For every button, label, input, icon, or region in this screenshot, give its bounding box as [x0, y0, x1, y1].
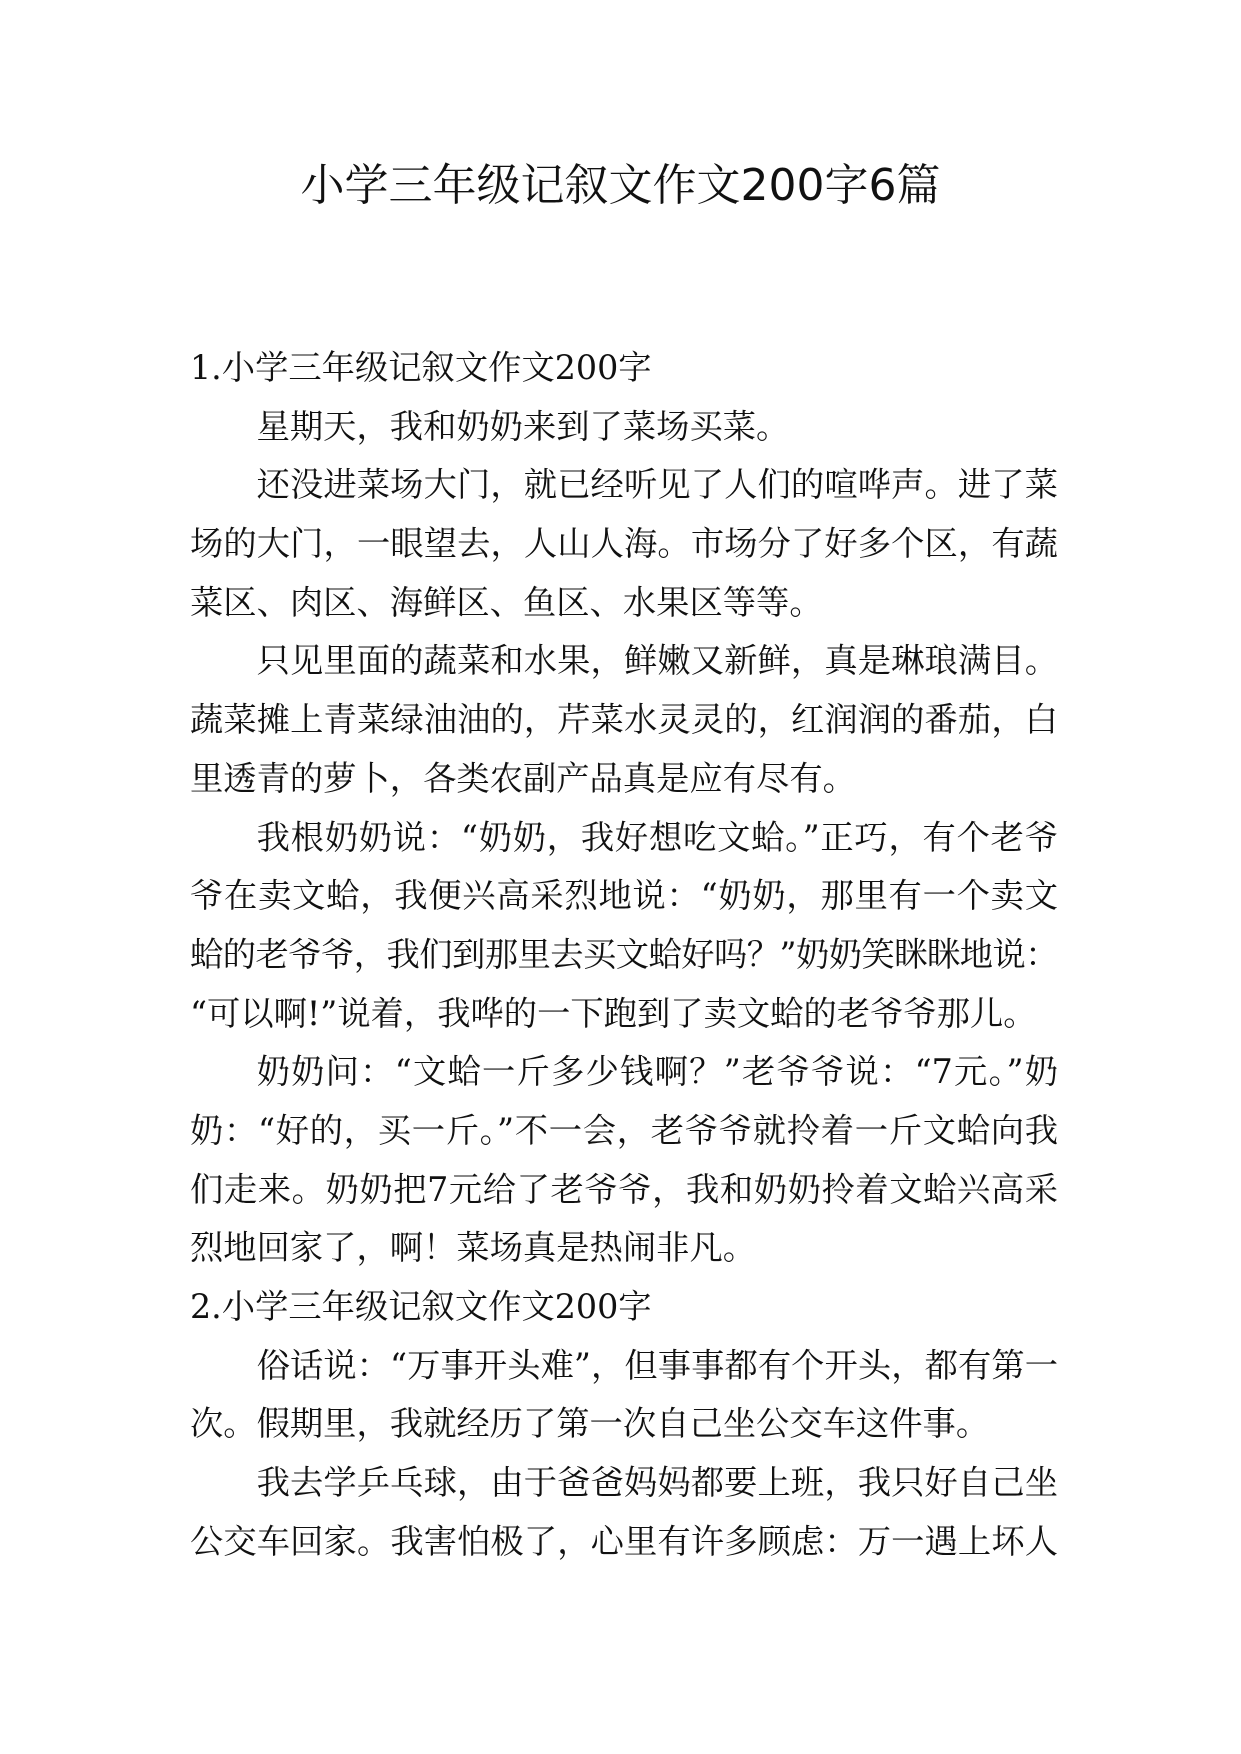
paragraph-line: 俗话说：“万事开头难”，但事事都有个开头，都有第一: [256, 1345, 1058, 1385]
paragraph: [190, 1337, 1058, 1454]
document-title: 小学三年级记叙文作文200字6篇: [300, 160, 941, 211]
paragraph-line: 星期天，我和奶奶来到了菜场买菜。: [256, 406, 790, 446]
paragraph-line: 们走来。奶奶把7元给了老爷爷，我和奶奶拎着文蛤兴高采: [190, 1169, 1058, 1209]
section-heading: 2.小学三年级记叙文作文200字: [190, 1287, 652, 1326]
paragraph-line: 还没进菜场大门，就已经听见了人们的喧哗声。进了菜: [256, 465, 1058, 505]
paragraph: [190, 1043, 1058, 1278]
paragraph: [190, 456, 1058, 632]
paragraph-line: 蔬菜摊上青菜绿油油的，芹菜水灵灵的，红润润的番茄，白: [190, 700, 1058, 740]
paragraph: [190, 809, 1058, 1044]
paragraph: [190, 1454, 1058, 1571]
paragraph-line: “可以啊!”说着，我哗的一下跑到了卖文蛤的老爷爷那儿。: [190, 993, 1037, 1033]
paragraph-line: 我去学乒乓球，由于爸爸妈妈都要上班，我只好自己坐: [256, 1463, 1058, 1503]
paragraph-line: 奶：“好的，买一斤。”不一会，老爷爷就拎着一斤文蛤向我: [190, 1110, 1058, 1150]
paragraph-line: 只见里面的蔬菜和水果，鲜嫩又新鲜，真是琳琅满目。: [256, 641, 1058, 681]
paragraph-line: 菜区、肉区、海鲜区、鱼区、水果区等等。: [190, 582, 823, 622]
paragraph-line: 次。假期里，我就经历了第一次自己坐公交车这件事。: [190, 1404, 990, 1444]
paragraph-line: 我根奶奶说：“奶奶，我好想吃文蛤。”正巧，有个老爷: [256, 817, 1058, 857]
paragraph-line: 爷在卖文蛤，我便兴高采烈地说：“奶奶，那里有一个卖文: [190, 876, 1058, 916]
paragraph-line: 奶奶问：“文蛤一斤多少钱啊？”老爷爷说：“7元。”奶: [256, 1052, 1058, 1092]
paragraph: [190, 632, 1058, 808]
paragraph-line: 公交车回家。我害怕极了，心里有许多顾虑：万一遇上坏人: [190, 1521, 1058, 1561]
essay-section: [190, 339, 1058, 1278]
essay-section: [190, 1278, 1058, 1571]
paragraph-line: 里透青的萝卜，各类农副产品真是应有尽有。: [190, 758, 856, 798]
paragraph-line: 蛤的老爷爷，我们到那里去买文蛤好吗？”奶奶笑眯眯地说：: [190, 934, 1058, 974]
paragraph-line: 烈地回家了，啊！菜场真是热闹非凡。: [190, 1228, 757, 1268]
paragraph-line: 场的大门，一眼望去，人山人海。市场分了好多个区，有蔬: [190, 524, 1058, 564]
document-body: [190, 339, 1058, 1571]
section-heading: 1.小学三年级记叙文作文200字: [190, 348, 652, 387]
paragraph: [190, 398, 1058, 457]
